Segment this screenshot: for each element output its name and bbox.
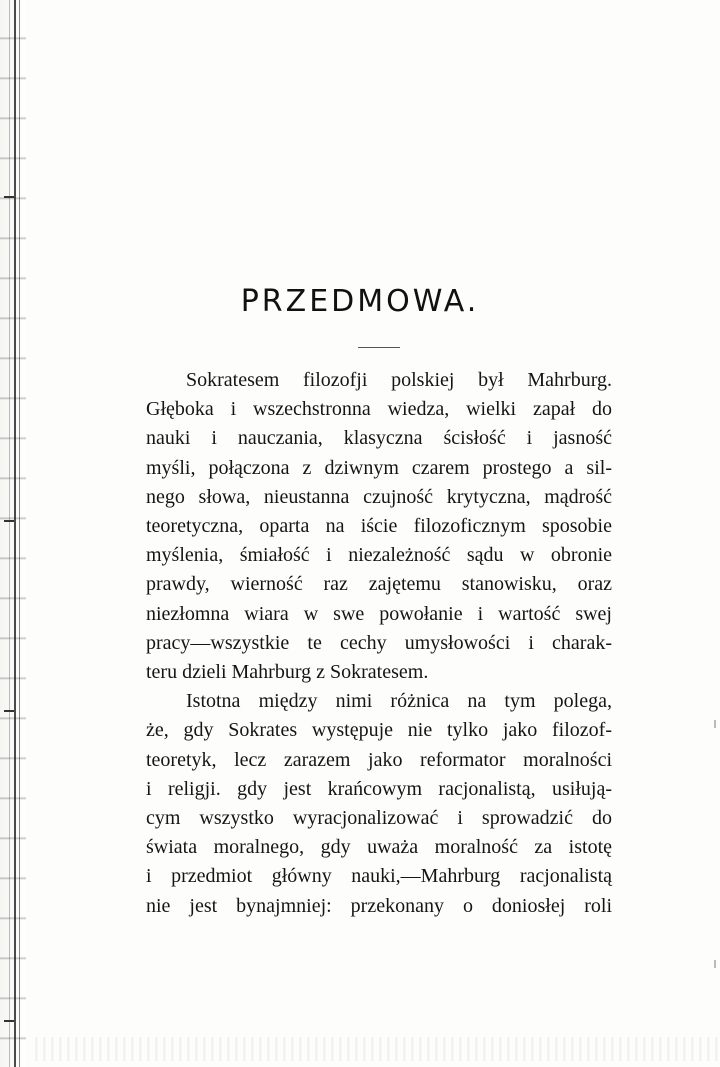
binding-mark	[4, 1020, 14, 1022]
text-line: i religji. gdy jest krańcowym racjonalistą, usiłują-	[146, 777, 612, 800]
text-line: że, gdy Sokrates występuje nie tylko jako filozof-	[146, 719, 612, 742]
text-line: Istotna między nimi różnica na tym polega,	[186, 690, 612, 713]
text-line: nie jest bynajmniej: przekonany o doniosłej roli	[146, 894, 612, 917]
text-line: teru dzieli Mahrburg z Sokratesem.	[146, 661, 429, 684]
scan-noise	[30, 1037, 720, 1061]
text-line: prawdy, wierność raz zajętemu stanowisku, oraz	[146, 573, 612, 596]
text-line: myślenia, śmiałość i niezależność sądu w obronie	[146, 544, 612, 567]
body-text	[146, 366, 612, 921]
text-line: Głęboka i wszechstronna wiedza, wielki zapał do	[146, 398, 612, 421]
text-line: myśli, połączona z dziwnym czarem prostego a sil-	[146, 456, 612, 479]
paragraph	[146, 687, 612, 921]
text-line: nego słowa, nieustanna czujność krytyczna, mądrość	[146, 485, 612, 508]
text-line: Sokratesem filozofji polskiej był Mahrburg.	[186, 369, 612, 391]
binding-mark	[4, 196, 14, 198]
scan-speck	[714, 960, 716, 968]
title-rule	[358, 347, 400, 348]
page-title: PRZEDMOWA.	[240, 284, 480, 319]
text-line: niezłomna wiara w swe powołanie i wartość swej	[146, 602, 612, 625]
binding-edge	[0, 0, 26, 1067]
binding-line	[19, 0, 20, 1067]
paragraph	[146, 366, 612, 687]
binding-mark	[4, 710, 14, 712]
text-line: i przedmiot główny nauki,—Mahrburg racjonalistą	[146, 865, 612, 888]
text-line: teoretyk, lecz zarazem jako reformator moralności	[146, 748, 612, 771]
scan-speck	[714, 720, 716, 728]
text-line: pracy—wszystkie te cechy umysłowości i charak-	[146, 631, 612, 654]
text-line: cym wszystko wyracjonalizować i sprowadzić do	[146, 807, 612, 830]
text-line: świata moralnego, gdy uważa moralność za istotę	[146, 836, 612, 859]
binding-line	[14, 0, 16, 1067]
binding-line	[9, 0, 10, 1067]
binding-mark	[4, 520, 14, 522]
text-line: teoretyczna, oparta na iście filozoficznym sposobie	[146, 515, 612, 538]
text-line: nauki i nauczania, klasyczna ścisłość i jasność	[146, 427, 612, 450]
